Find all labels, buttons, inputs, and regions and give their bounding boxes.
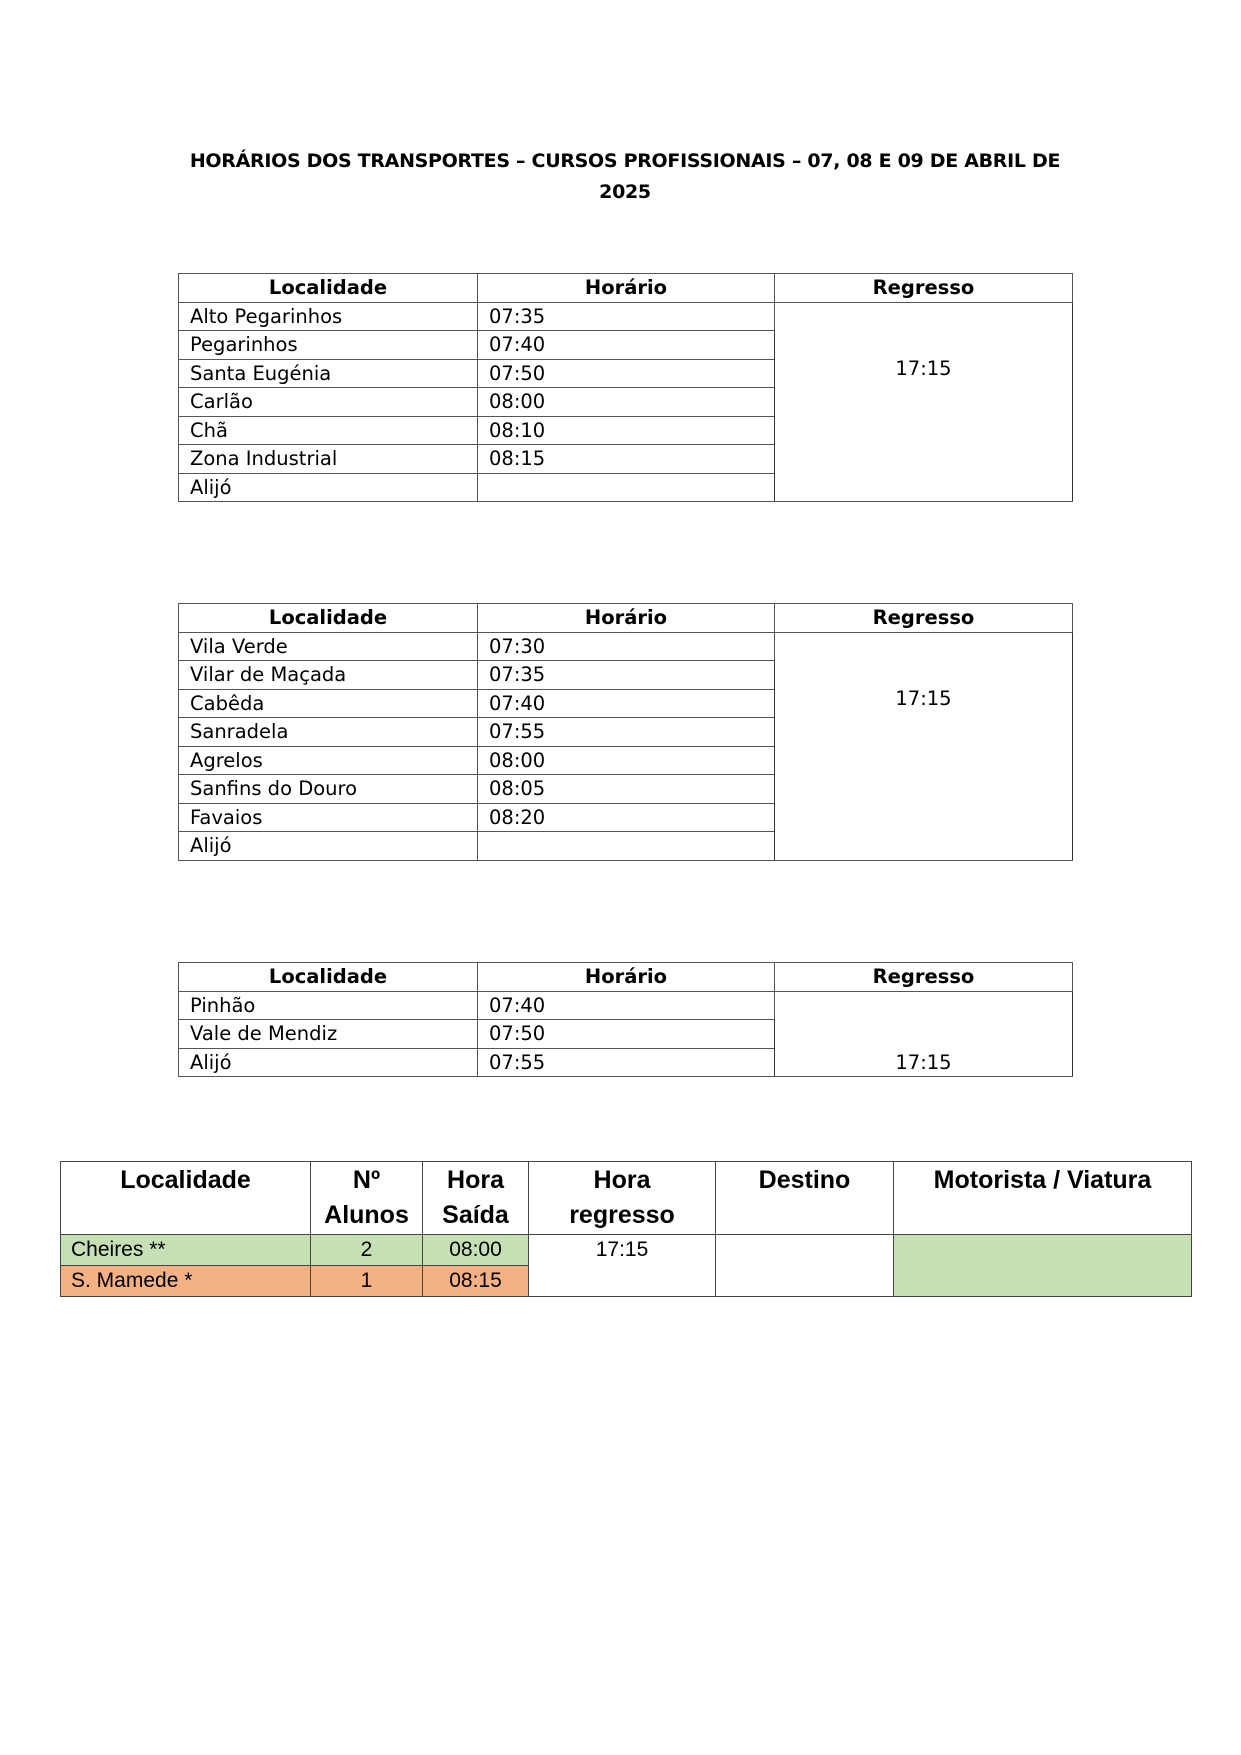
header-destino-label: Destino <box>758 1166 851 1194</box>
header-localidade-label: Localidade <box>120 1166 251 1194</box>
cell-regresso: 17:15 <box>775 632 1073 860</box>
header-regresso: Regresso <box>775 963 1073 992</box>
cell-horario: 07:35 <box>478 302 775 331</box>
cell-localidade: Zona Industrial <box>179 445 478 474</box>
cell-hora-regresso: 17:15 <box>529 1235 716 1297</box>
schedule-table-3 <box>178 962 1073 1077</box>
cell-regresso: 17:15 <box>775 302 1073 502</box>
cell-hora-saida: 08:15 <box>423 1266 529 1297</box>
header-hora-regresso-line1: Hora <box>593 1166 651 1194</box>
cell-localidade: Santa Eugénia <box>179 359 478 388</box>
cell-horario: 08:00 <box>478 746 775 775</box>
cell-localidade: Alijó <box>179 1048 478 1077</box>
header-localidade: Localidade <box>179 963 478 992</box>
transport-allocation-table <box>60 1161 1192 1297</box>
header-motorista-viatura <box>894 1162 1192 1235</box>
header-horario: Horário <box>478 604 775 633</box>
table-header-row <box>179 274 1073 303</box>
cell-horario: 07:30 <box>478 632 775 661</box>
table-row <box>179 302 1073 331</box>
header-hora-regresso <box>529 1162 716 1235</box>
header-hora-saida <box>423 1162 529 1235</box>
cell-horario: 07:50 <box>478 359 775 388</box>
cell-horario: 07:35 <box>478 661 775 690</box>
cell-localidade: S. Mamede * <box>61 1266 311 1297</box>
header-localidade <box>61 1162 311 1235</box>
cell-num-alunos: 1 <box>311 1266 423 1297</box>
cell-num-alunos: 2 <box>311 1235 423 1266</box>
cell-localidade: Chã <box>179 416 478 445</box>
cell-localidade: Pegarinhos <box>179 331 478 360</box>
cell-horario: 07:40 <box>478 689 775 718</box>
cell-horario <box>478 473 775 502</box>
schedule-table-1 <box>178 273 1073 502</box>
table-header-row <box>179 963 1073 992</box>
cell-horario: 08:10 <box>478 416 775 445</box>
cell-horario: 08:05 <box>478 775 775 804</box>
header-localidade: Localidade <box>179 604 478 633</box>
cell-horario: 08:15 <box>478 445 775 474</box>
cell-localidade: Cheires ** <box>61 1235 311 1266</box>
cell-regresso: 17:15 <box>775 991 1073 1077</box>
cell-localidade: Alto Pegarinhos <box>179 302 478 331</box>
cell-motorista-viatura <box>894 1235 1192 1297</box>
cell-localidade: Cabêda <box>179 689 478 718</box>
cell-localidade: Sanfins do Douro <box>179 775 478 804</box>
cell-localidade: Alijó <box>179 473 478 502</box>
header-hora-regresso-line2: regresso <box>569 1201 675 1229</box>
header-num-alunos <box>311 1162 423 1235</box>
cell-localidade: Vilar de Maçada <box>179 661 478 690</box>
cell-localidade: Carlão <box>179 388 478 417</box>
header-regresso: Regresso <box>775 274 1073 303</box>
header-horario: Horário <box>478 274 775 303</box>
header-hora-saida-line1: Hora <box>447 1166 504 1194</box>
cell-horario: 08:20 <box>478 803 775 832</box>
cell-localidade: Favaios <box>179 803 478 832</box>
cell-horario: 07:55 <box>478 1048 775 1077</box>
header-num-alunos-line1: Nº <box>352 1166 381 1194</box>
table-row <box>179 632 1073 661</box>
header-destino <box>716 1162 894 1235</box>
header-motorista-label: Motorista / Viatura <box>933 1166 1152 1194</box>
cell-localidade: Alijó <box>179 832 478 861</box>
cell-localidade: Vila Verde <box>179 632 478 661</box>
table-header-row <box>179 604 1073 633</box>
header-horario: Horário <box>478 963 775 992</box>
cell-horario: 07:40 <box>478 991 775 1020</box>
cell-horario: 07:50 <box>478 1020 775 1049</box>
cell-localidade: Pinhão <box>179 991 478 1020</box>
schedule-table-2 <box>178 603 1073 861</box>
table-header-row <box>61 1162 1192 1235</box>
cell-horario: 07:40 <box>478 331 775 360</box>
cell-horario: 08:00 <box>478 388 775 417</box>
cell-localidade: Vale de Mendiz <box>179 1020 478 1049</box>
header-hora-saida-line2: Saída <box>442 1201 509 1229</box>
cell-horario <box>478 832 775 861</box>
page-title: HORÁRIOS DOS TRANSPORTES – CURSOS PROFISSIONAIS – 07, 08 E 09 DE ABRIL DE 2025 <box>189 150 1061 203</box>
cell-localidade: Sanradela <box>179 718 478 747</box>
header-regresso: Regresso <box>775 604 1073 633</box>
header-num-alunos-line2: Alunos <box>324 1201 409 1229</box>
table-row <box>179 991 1073 1020</box>
table-row <box>61 1235 1192 1266</box>
cell-localidade: Agrelos <box>179 746 478 775</box>
cell-destino <box>716 1235 894 1297</box>
cell-horario: 07:55 <box>478 718 775 747</box>
cell-hora-saida: 08:00 <box>423 1235 529 1266</box>
header-localidade: Localidade <box>179 274 478 303</box>
